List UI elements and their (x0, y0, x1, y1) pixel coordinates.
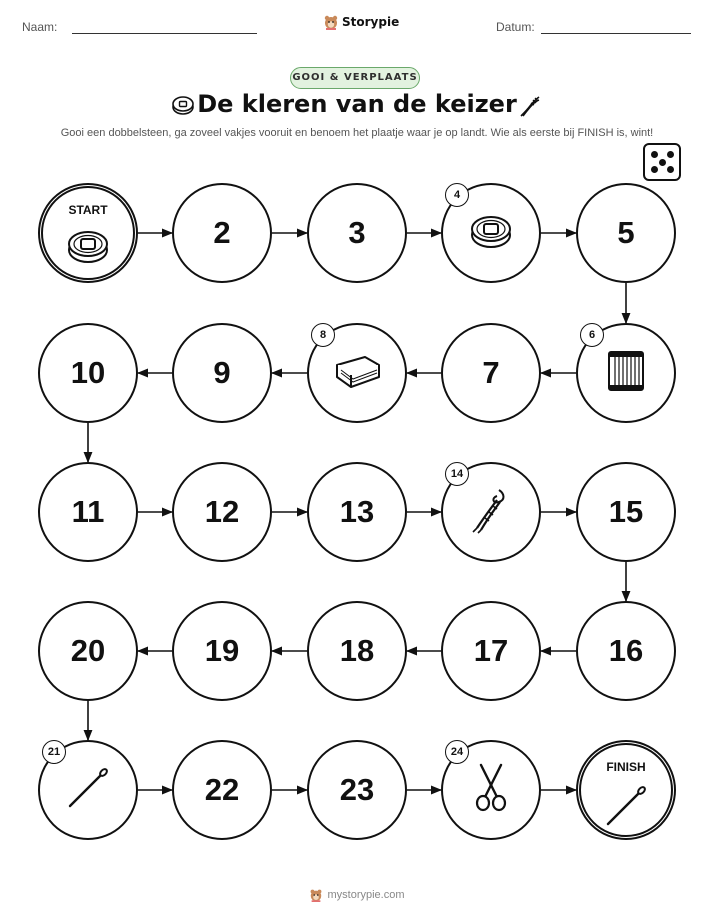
space-number: 13 (339, 494, 375, 529)
board-space-10 (38, 323, 138, 423)
space-number-badge: 8 (311, 323, 335, 347)
board-space-15 (576, 462, 676, 562)
board-space-8 (307, 323, 407, 423)
coin-icon (469, 211, 513, 256)
space-number: 19 (204, 633, 240, 668)
board-space-19 (172, 601, 272, 701)
board-space-3 (307, 183, 407, 283)
page-title: De kleren van de keizer (197, 90, 517, 118)
finish-space (576, 740, 676, 840)
start-space (38, 183, 138, 283)
board-space-2 (172, 183, 272, 283)
loom-icon (606, 349, 646, 398)
board-space-6 (576, 323, 676, 423)
brand-name: Storypie (342, 15, 400, 29)
space-number-badge: 4 (445, 183, 469, 207)
space-number: 2 (213, 215, 231, 250)
board-space-22 (172, 740, 272, 840)
needle-icon (603, 783, 649, 834)
board-space-5 (576, 183, 676, 283)
space-number: 18 (339, 633, 375, 668)
board-space-14 (441, 462, 541, 562)
board-space-16 (576, 601, 676, 701)
instructions: Gooi een dobbelsteen, ga zoveel vakjes vooruit en benoem het plaatje waar je op landt. Wie als eerste bij FINISH is, wint! (60, 127, 654, 139)
footer-url: mystorypie.com (327, 889, 405, 901)
space-number: 15 (608, 494, 644, 529)
board-space-17 (441, 601, 541, 701)
board-space-20 (38, 601, 138, 701)
folded-cloth-icon (331, 351, 383, 396)
space-number: 23 (339, 772, 375, 807)
name-label: Naam: (22, 20, 58, 34)
scissors-icon (471, 763, 511, 818)
space-number: 12 (204, 494, 240, 529)
board-space-9 (172, 323, 272, 423)
space-number: 9 (213, 355, 231, 390)
space-number: 10 (70, 355, 106, 390)
space-number-badge: 21 (42, 740, 66, 764)
rope-icon (469, 486, 513, 539)
board-space-24 (441, 740, 541, 840)
board-space-11 (38, 462, 138, 562)
board-space-12 (172, 462, 272, 562)
board-space-18 (307, 601, 407, 701)
footer (0, 888, 714, 902)
date-label: Datum: (496, 20, 535, 34)
space-number: 22 (204, 772, 240, 807)
coin-icon (66, 226, 110, 271)
finish-label: FINISH (606, 760, 646, 774)
storypie-mascot-icon (309, 888, 323, 902)
needle-icon (65, 765, 111, 816)
space-number: 3 (348, 215, 366, 250)
space-number: 11 (71, 494, 105, 529)
start-label: START (68, 203, 108, 217)
board-space-13 (307, 462, 407, 562)
space-number: 17 (473, 633, 509, 668)
activity-badge: GOOI & VERPLAATS (290, 67, 420, 89)
space-number: 20 (70, 633, 106, 668)
board-space-7 (441, 323, 541, 423)
space-number-badge: 24 (445, 740, 469, 764)
board-space-23 (307, 740, 407, 840)
space-number: 16 (608, 633, 644, 668)
space-number-badge: 6 (580, 323, 604, 347)
space-number-badge: 14 (445, 462, 469, 486)
space-number: 5 (617, 215, 635, 250)
board-space-21 (38, 740, 138, 840)
space-number: 7 (482, 355, 500, 390)
board-space-4 (441, 183, 541, 283)
